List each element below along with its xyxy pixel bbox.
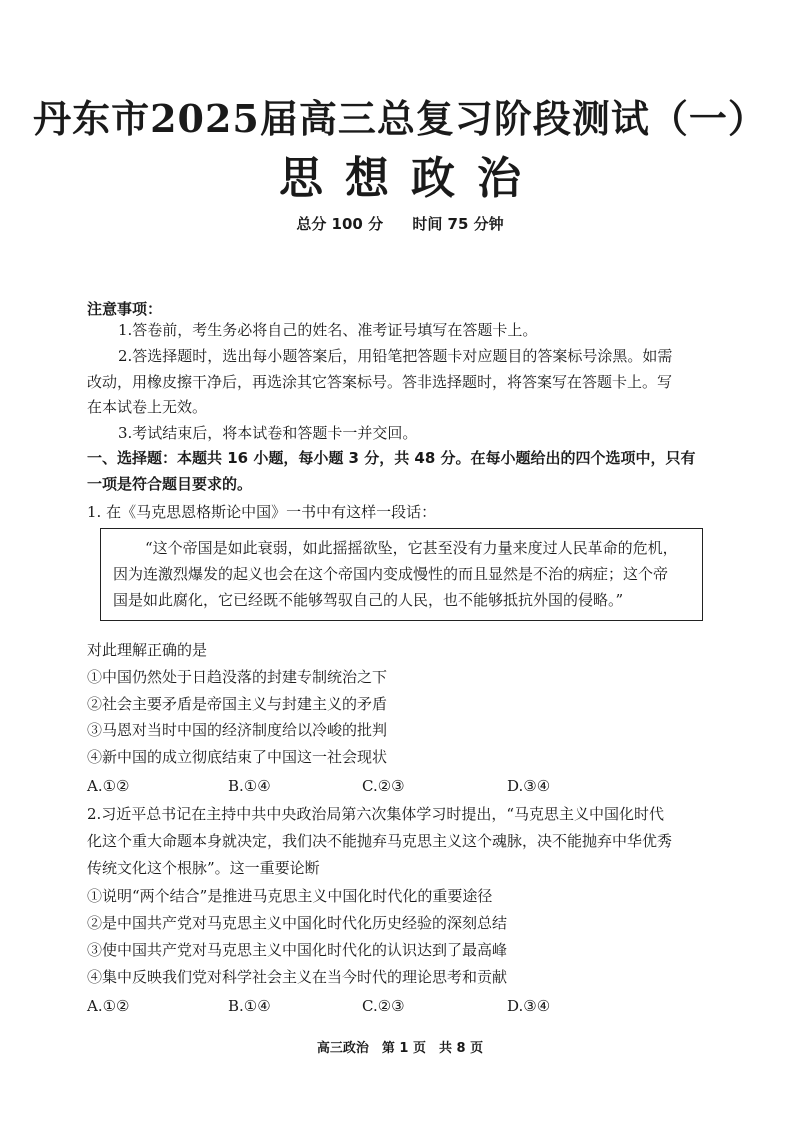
exam-meta	[0, 213, 800, 234]
notice-line: 3.考试结束后，将本试卷和答题卡一并交回。	[118, 424, 418, 442]
option-c: C.②③	[362, 777, 405, 795]
section-heading-cont: 一项是符合题目要求的。	[87, 475, 253, 493]
option-d: D.③④	[507, 777, 551, 795]
exam-time: 时间 75 分钟	[412, 215, 504, 233]
question-1-item: ④新中国的成立彻底结束了中国这一社会现状	[87, 748, 388, 766]
quote-box	[100, 528, 703, 621]
question-2-item: ③使中国共产党对马克思主义中国化时代化的认识达到了最高峰	[87, 941, 508, 959]
question-1-stem: 1. 在《马克思恩格斯论中国》一书中有这样一段话：	[87, 503, 437, 521]
option-b: B.①④	[228, 997, 271, 1015]
notice-title: 注意事项：	[87, 300, 163, 318]
total-score: 总分 100 分	[296, 215, 384, 233]
quote-line: “这个帝国是如此衰弱，如此摇摇欲坠，它甚至没有力量来度过人民革命的危机，	[145, 539, 678, 557]
subject-title: 思想政治	[279, 153, 543, 204]
option-d: D.③④	[507, 997, 551, 1015]
question-1-item: ①中国仍然处于日趋没落的封建专制统治之下	[87, 668, 388, 686]
option-a: A.①②	[87, 777, 130, 795]
question-2-stem: 2.习近平总书记在主持中共中央政治局第六次集体学习时提出，“马克思主义中国化时代	[87, 805, 664, 823]
exam-title: 丹东市2025届高三总复习阶段测试（一）	[33, 96, 767, 141]
option-c: C.②③	[362, 997, 405, 1015]
section-heading: 一、选择题：本题共 16 小题，每小题 3 分，共 48 分。在每小题给出的四个选项中，只有	[87, 449, 696, 467]
quote-line: 国是如此腐化，它已经既不能够驾驭自己的人民，也不能够抵抗外国的侵略。”	[113, 591, 624, 609]
question-2-stem: 传统文化这个根脉”。这一重要论断	[87, 859, 320, 877]
question-1-prompt: 对此理解正确的是	[87, 641, 208, 659]
question-1-item: ③马恩对当时中国的经济制度给以冷峻的批判	[87, 721, 388, 739]
option-a: A.①②	[87, 997, 130, 1015]
question-2-item: ④集中反映我们党对科学社会主义在当今时代的理论思考和贡献	[87, 968, 508, 986]
page-footer: 高三政治 第 1 页 共 8 页	[316, 1041, 484, 1056]
notice-line: 在本试卷上无效。	[87, 398, 208, 416]
quote-line: 因为连激烈爆发的起义也会在这个帝国内变成慢性的而且显然是不治的病症；这个帝	[113, 565, 669, 583]
notice-line: 改动，用橡皮擦干净后，再选涂其它答案标号。答非选择题时，将答案写在答题卡上。写	[87, 373, 673, 391]
notice-line: 1.答卷前，考生务必将自己的姓名、准考证号填写在答题卡上。	[118, 321, 538, 339]
option-b: B.①④	[228, 777, 271, 795]
notice-line: 2.答选择题时，选出每小题答案后，用铅笔把答题卡对应题目的答案标号涂黑。如需	[118, 347, 673, 365]
question-2-stem: 化这个重大命题本身就决定，我们决不能抛弃马克思主义这个魂脉，决不能抛弃中华优秀	[87, 832, 673, 850]
question-2-item: ②是中国共产党对马克思主义中国化时代化历史经验的深刻总结	[87, 914, 508, 932]
question-1-item: ②社会主要矛盾是帝国主义与封建主义的矛盾	[87, 695, 388, 713]
question-2-item: ①说明“两个结合”是推进马克思主义中国化时代化的重要途径	[87, 887, 493, 905]
